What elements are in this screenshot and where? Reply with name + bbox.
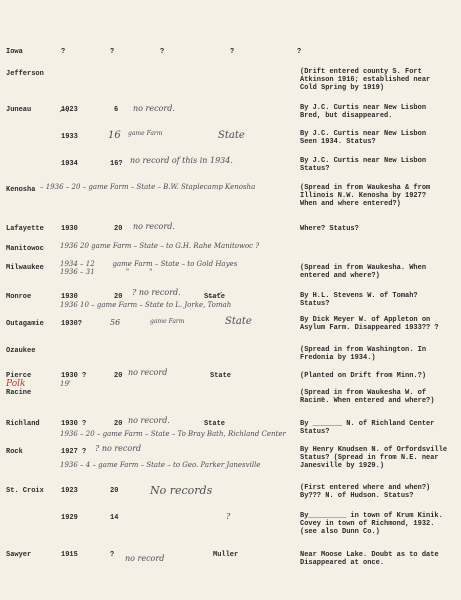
- handwritten-note: ? no record.: [132, 288, 181, 297]
- note-cell: (Spread in from Waukesha. When entered and where?): [300, 264, 427, 280]
- year-cell: 1915: [61, 551, 78, 559]
- year-cell: 1930 ?: [61, 420, 87, 428]
- handwritten-mark: 19': [60, 380, 71, 388]
- note-cell: Near Moose Lake. Doubt as to date Disappeared at once.: [300, 551, 439, 567]
- year-cell: 1929: [61, 514, 78, 522]
- county-jefferson: Jefferson: [6, 70, 44, 78]
- note-cell: (First entered where and when?) By??? N. of Hudson. Status?: [300, 484, 431, 500]
- note-cell: (Spread in from Washington. In Fredonia by 1934.): [300, 346, 427, 362]
- note-cell: By H.L. Stevens W. of Tomah? Status?: [300, 292, 418, 308]
- number-cell: 6: [114, 106, 119, 114]
- handwritten-mark: ?: [226, 512, 231, 521]
- county-sawyer: Sawyer: [6, 551, 32, 559]
- note-cell: By Dick Meyer W. of Appleton on Asylum Farm. Disappeared 1933?? ?: [300, 316, 439, 332]
- number-cell: 20: [114, 420, 123, 428]
- number-cell: ?: [110, 48, 115, 56]
- source-cell: ?: [160, 48, 165, 56]
- number-cell: 14: [110, 514, 119, 522]
- handwritten-note: game Farm: [128, 130, 163, 137]
- note-cell: (Planted on Drift from Minn.?): [300, 372, 427, 380]
- note-cell: By J.C. Curtis near New Lisbon Seen 1934. Status?: [300, 130, 427, 146]
- handwritten-note: 1934 – 12 game Farm – State – to Gold Hayes 1936 – 31 " ": [60, 260, 238, 276]
- note-cell: By J.C. Curtis near New Lisbon Status?: [300, 157, 427, 173]
- note-cell: By J.C. Curtis near New Lisbon Bred, but disappeared.: [300, 104, 427, 120]
- handwritten-agency: State: [225, 316, 252, 327]
- handwritten-agency: State: [218, 130, 245, 141]
- county-ozaukee: Ozaukee: [6, 347, 36, 355]
- year-cell: 1934: [61, 160, 78, 168]
- year-cell: 1930 ?: [61, 372, 87, 380]
- pen-stroke: [318, 397, 324, 399]
- county-outagamie: Outagamie: [6, 320, 44, 328]
- note-cell: By_________ in town of Krum Kinik. Covey in town of Richmond, 1932. (see also Dunn Co.): [300, 512, 443, 536]
- note-cell: (Spread in from Waukesha & from Illinois N.W. Kenosha by 1927? When and where entered?): [300, 184, 431, 208]
- year-cell: ?: [61, 48, 66, 56]
- county-manitowoc: Manitowoc: [6, 245, 44, 253]
- number-cell: 20: [110, 487, 119, 495]
- agency-cell: State: [210, 372, 232, 380]
- handwritten-number: 56: [110, 318, 121, 327]
- agency-cell: State: [204, 293, 226, 301]
- handwritten-note: 1936 – 20 – game Farm – State – To Bray Bath, Richland Center: [60, 430, 286, 438]
- county-rock: Rock: [6, 448, 23, 456]
- agency-cell: State: [204, 420, 226, 428]
- year-cell: 1933: [61, 133, 78, 141]
- county-polk-handwritten: Polk: [6, 379, 26, 389]
- county-st-croix: St. Croix: [6, 487, 44, 495]
- county-iowa: Iowa: [6, 48, 23, 56]
- handwritten-number: 16: [108, 130, 121, 141]
- year-cell: 1930?: [61, 320, 83, 328]
- handwritten-note: ? no record: [95, 444, 142, 453]
- handwritten-note: no record.: [128, 416, 170, 425]
- number-cell: ?: [110, 551, 115, 559]
- county-richland: Richland: [6, 420, 40, 428]
- note-cell: ?: [297, 48, 302, 56]
- note-cell: Where? Status?: [300, 225, 359, 233]
- handwritten-note: 1936 20 game Farm – State – to G.H. Rahe Manitowoc ?: [60, 242, 260, 250]
- handwritten-note: 1936 – 4 – game Farm – State – to Geo. Parker Janesville: [60, 461, 261, 469]
- county-racine: Racine: [6, 389, 32, 397]
- year-cell: 1930: [61, 293, 78, 301]
- handwritten-note: no record.: [133, 222, 175, 231]
- number-cell: 20: [114, 293, 123, 301]
- handwritten-note: game Farm: [150, 318, 185, 325]
- county-milwaukee: Milwaukee: [6, 264, 44, 272]
- county-kenosha: Kenosha: [6, 186, 36, 194]
- pen-stroke: [208, 292, 222, 297]
- handwritten-note: no record: [128, 368, 168, 377]
- year-cell: 1930: [61, 225, 78, 233]
- year-cell: 1923: [61, 106, 78, 114]
- county-pierce: Pierce: [6, 372, 32, 380]
- year-cell: 1927 ?: [61, 448, 87, 456]
- strike-mark: [60, 109, 68, 112]
- note-cell: (Drift entered county S. Fort Atkinson 1916; established near Cold Spring by 1919): [300, 68, 431, 92]
- handwritten-note: – 1936 – 20 – game Farm – State – B.W. Staplecamp Kenosha: [40, 183, 256, 191]
- county-monroe: Monroe: [6, 293, 32, 301]
- handwritten-note: No records: [150, 484, 213, 497]
- note-cell: By Henry Knudsen N. of Orfordsville Status? (Spread in from N.E. near Janesville by 1929.): [300, 446, 448, 470]
- handwritten-note: 1936 10 – game Farm – State to L. Jorke, Tomah: [60, 301, 232, 309]
- agency-cell: ?: [230, 48, 235, 56]
- note-cell: (Spread in from Waukesha W. of Racine. When entered and where?): [300, 389, 435, 405]
- agency-cell: Muller: [213, 551, 239, 559]
- number-cell: 20: [114, 225, 123, 233]
- number-cell: 20: [114, 372, 123, 380]
- county-lafayette: Lafayette: [6, 225, 44, 233]
- handwritten-note: no record.: [133, 104, 175, 113]
- handwritten-note: no record: [125, 554, 165, 563]
- note-cell: By _______ N. of Richland Center Status?: [300, 420, 435, 436]
- number-cell: 16?: [110, 160, 123, 168]
- handwritten-note: no record of this in 1934.: [130, 156, 233, 165]
- county-juneau: Juneau: [6, 106, 32, 114]
- year-cell: 1923: [61, 487, 78, 495]
